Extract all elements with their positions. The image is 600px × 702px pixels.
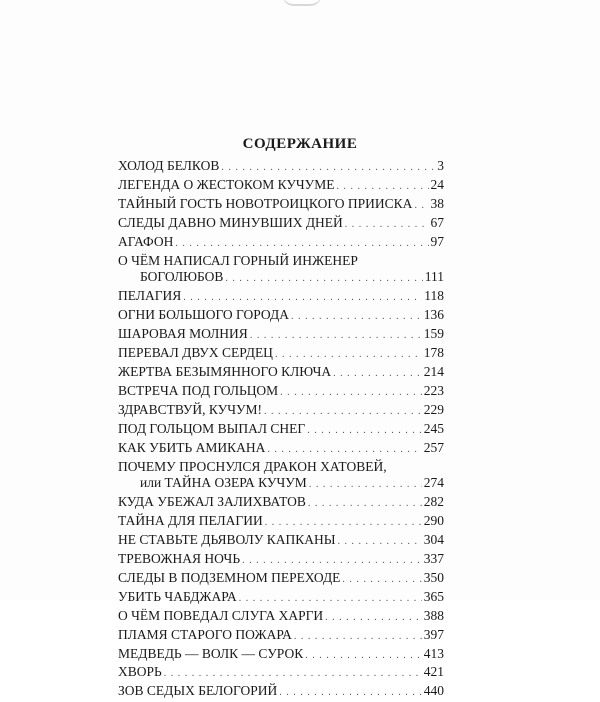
toc-entry-line: [118, 326, 444, 345]
toc-entry-page-number: 214: [423, 363, 444, 379]
toc-entry: [118, 421, 444, 440]
toc-leader-dots: [225, 271, 422, 288]
toc-entry-page-number: 229: [423, 401, 444, 417]
toc-entry-title: КУДА УБЕЖАЛ ЗАЛИХВАТОВ: [118, 494, 306, 510]
toc-entry-line: [118, 364, 444, 383]
toc-entry-title: ОГНИ БОЛЬШОГО ГОРОДА: [118, 307, 289, 323]
toc-entry-page-number: 67: [430, 214, 444, 230]
toc-entry: [118, 288, 444, 307]
toc-leader-dots: [183, 290, 422, 307]
toc-leader-dots: [291, 309, 422, 326]
toc-leader-dots: [309, 477, 422, 494]
toc-entry: [118, 494, 444, 513]
toc-entry: [118, 683, 444, 702]
toc-entry: [118, 158, 444, 177]
toc-entry-title: О ЧЁМ НАПИСАЛ ГОРНЫЙ ИНЖЕНЕР: [118, 252, 358, 268]
toc-entry-line: [118, 196, 444, 215]
toc-entry-line: [118, 532, 444, 551]
toc-entry-title-continued: или ТАЙНА ОЗЕРА КУЧУМ: [140, 475, 307, 491]
toc-entry: [118, 570, 444, 589]
toc-entry-title: ЗДРАВСТВУЙ, КУЧУМ!: [118, 401, 263, 417]
toc-entry-title: ЖЕРТВА БЕЗЫМЯННОГО КЛЮЧА: [118, 363, 332, 379]
toc-entry-page-number: 24: [430, 176, 444, 192]
toc-entry-title: ПОЧЕМУ ПРОСНУЛСЯ ДРАКОН ХАТОВЕЙ,: [118, 458, 387, 474]
toc-entry-title: УБИТЬ ЧАБДЖАРА: [118, 588, 237, 604]
toc-entry: [118, 234, 444, 253]
toc-leader-dots: [414, 198, 428, 215]
toc-leader-dots: [242, 553, 422, 570]
toc-entry: [118, 326, 444, 345]
toc-entry-page-number: 413: [423, 645, 444, 661]
toc-entry-line: [118, 664, 444, 683]
toc-leader-dots: [342, 572, 421, 589]
toc-entry-title-continued: БОГОЛЮБОВ: [140, 269, 224, 285]
toc-entry-line: [118, 627, 444, 646]
toc-entry: [118, 383, 444, 402]
toc-entry: [118, 459, 444, 495]
toc-entry-page-number: 223: [423, 382, 444, 398]
toc-leader-dots: [221, 160, 435, 177]
toc-entry: [118, 177, 444, 196]
toc-leader-dots: [239, 591, 422, 608]
toc-entry-title: АГАФОН: [118, 233, 174, 249]
toc-leader-dots: [275, 347, 422, 364]
toc-leader-dots: [279, 685, 422, 702]
toc-leader-dots: [333, 366, 422, 383]
toc-entry-line: [118, 551, 444, 570]
toc-entry: [118, 646, 444, 665]
toc-entry: [118, 551, 444, 570]
toc-entry-title: СЛЕДЫ ДАВНО МИНУВШИХ ДНЕЙ: [118, 214, 343, 230]
toc-entry-page-number: 38: [430, 195, 444, 211]
toc-entry-title: ШАРОВАЯ МОЛНИЯ: [118, 326, 248, 342]
toc-entry-line: [118, 158, 444, 177]
toc-leader-dots: [345, 217, 429, 234]
toc-entry-line: [118, 494, 444, 513]
toc-entry-line: [118, 234, 444, 253]
toc-entry: [118, 627, 444, 646]
toc-entry-line: [118, 177, 444, 196]
toc-entry-page-number: 159: [423, 326, 444, 342]
toc-entry-title: СЛЕДЫ В ПОДЗЕМНОМ ПЕРЕХОДЕ: [118, 569, 341, 585]
toc-entry-line: [118, 570, 444, 589]
toc-entry: [118, 513, 444, 532]
toc-entry-line: [118, 683, 444, 702]
toc-leader-dots: [264, 404, 422, 421]
toc-entry: [118, 196, 444, 215]
toc-entry-title: ТАЙНЫЙ ГОСТЬ НОВОТРОИЦКОГО ПРИИСКА: [118, 195, 413, 211]
toc-entry-line: [118, 307, 444, 326]
toc-entry-title: ТРЕВОЖНАЯ НОЧЬ: [118, 551, 241, 567]
toc-entry-title: ХВОРЬ: [118, 664, 162, 680]
toc-entry-line: [118, 269, 444, 288]
toc-entry-line: [118, 215, 444, 234]
toc-entry: [118, 608, 444, 627]
toc-leader-dots: [265, 515, 422, 532]
toc-entry-page-number: 178: [423, 345, 444, 361]
toc-entry-page-number: 118: [424, 288, 444, 304]
toc-entry-page-number: 397: [423, 626, 444, 642]
toc-entry-title: ПЛАМЯ СТАРОГО ПОЖАРА: [118, 626, 292, 642]
toc-entry-page-number: 290: [423, 513, 444, 529]
toc-entry: [118, 440, 444, 459]
toc-entry-line: [118, 608, 444, 627]
toc-entry-line: [118, 383, 444, 402]
toc-leader-dots: [175, 236, 428, 253]
table-of-contents: [118, 158, 444, 702]
toc-entry-title: ВСТРЕЧА ПОД ГОЛЬЦОМ: [118, 382, 279, 398]
page-title: СОДЕРЖАНИЕ: [242, 136, 358, 152]
toc-leader-dots: [267, 442, 421, 459]
toc-entry: [118, 215, 444, 234]
toc-entry-page-number: 274: [423, 475, 444, 491]
toc-entry: [118, 402, 444, 421]
toc-entry-line: [118, 513, 444, 532]
toc-entry-first-line: [118, 253, 444, 270]
toc-entry: [118, 253, 444, 289]
toc-entry-line: [118, 288, 444, 307]
toc-leader-dots: [308, 496, 422, 513]
toc-entry-line: [118, 475, 444, 494]
toc-entry-line: [118, 646, 444, 665]
toc-leader-dots: [325, 610, 422, 627]
toc-entry-page-number: 350: [423, 569, 444, 585]
toc-leader-dots: [338, 534, 422, 551]
toc-leader-dots: [280, 385, 422, 402]
toc-entry-first-line: [118, 459, 444, 476]
toc-entry: [118, 589, 444, 608]
toc-entry-title: ЛЕГЕНДА О ЖЕСТОКОМ КУЧУМЕ: [118, 176, 335, 192]
toc-leader-dots: [164, 666, 422, 683]
toc-entry-line: [118, 440, 444, 459]
toc-entry-page-number: 304: [423, 532, 444, 548]
toc-entry-page-number: 337: [423, 551, 444, 567]
toc-entry-page-number: 365: [423, 588, 444, 604]
toc-entry-page-number: 282: [423, 494, 444, 510]
toc-entry-page-number: 111: [424, 269, 444, 285]
toc-entry-title: ТАЙНА ДЛЯ ПЕЛАГИИ: [118, 513, 263, 529]
toc-entry-page-number: 97: [430, 233, 444, 249]
toc-entry-title: ЗОВ СЕДЫХ БЕЛОГОРИЙ: [118, 683, 278, 699]
toc-entry-page-number: 245: [423, 420, 444, 436]
toc-entry: [118, 364, 444, 383]
toc-entry-page-number: 388: [423, 607, 444, 623]
toc-entry-page-number: 440: [423, 683, 444, 699]
toc-entry-page-number: 136: [423, 307, 444, 323]
toc-leader-dots: [250, 328, 422, 345]
toc-entry-line: [118, 589, 444, 608]
toc-entry-title: ПЕЛАГИЯ: [118, 288, 182, 304]
toc-entry: [118, 664, 444, 683]
toc-entry-title: МЕДВЕДЬ — ВОЛК — СУРОК: [118, 645, 304, 661]
toc-leader-dots: [307, 423, 422, 440]
toc-leader-dots: [337, 179, 429, 196]
toc-entry: [118, 532, 444, 551]
toc-entry-page-number: 3: [437, 158, 444, 173]
toc-entry: [118, 345, 444, 364]
toc-entry-title: НЕ СТАВЬТЕ ДЬЯВОЛУ КАПКАНЫ: [118, 532, 336, 548]
toc-entry-title: ХОЛОД БЕЛКОВ: [118, 158, 220, 173]
toc-entry-title: ПЕРЕВАЛ ДВУХ СЕРДЕЦ: [118, 345, 273, 361]
toc-leader-dots: [305, 648, 422, 665]
toc-entry-line: [118, 345, 444, 364]
toc-entry-page-number: 421: [423, 664, 444, 680]
toc-entry-title: КАК УБИТЬ АМИКАНА: [118, 439, 266, 455]
toc-entry-title: О ЧЁМ ПОВЕДАЛ СЛУГА ХАРГИ: [118, 607, 324, 623]
toc-entry: [118, 307, 444, 326]
toc-entry-line: [118, 421, 444, 440]
toc-leader-dots: [294, 629, 422, 646]
toc-entry-line: [118, 402, 444, 421]
page-edge-mark: [282, 0, 322, 6]
toc-entry-page-number: 257: [423, 439, 444, 455]
toc-entry-title: ПОД ГОЛЬЦОМ ВЫПАЛ СНЕГ: [118, 420, 306, 436]
